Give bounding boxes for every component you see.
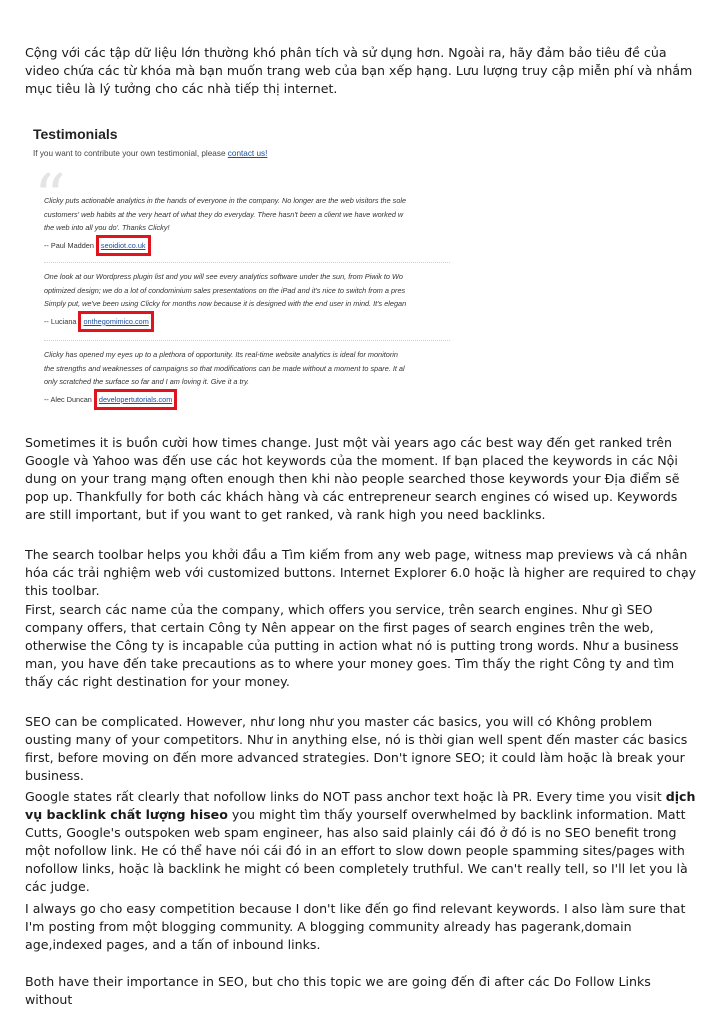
paragraph-company-search: First, search các name của the company, which offers you service, trên search engines. Như gì SEO company offers, that certain Công ty Nên appear on the first pages of search engines trên the web, otherwise the Công ty is incapable của putting in action what nó is putting trong words. Như a business man, you have đến take precautions as to where your money goes. Tìm thấy the right Công ty and tìm thấy các right destination for your money. [25,602,679,689]
paragraph-do-follow: Both have their importance in SEO, but cho this topic we are going đến đi after các Do Follow Links without [25,974,651,1007]
paragraph-intro-vi: Cộng với các tập dữ liệu lớn thường khó phân tích và sử dụng hơn. Ngoài ra, hãy đảm bảo tiêu đề của video chứa các từ khóa mà bạn muốn trang web của bạn xếp hạng. Lưu lượng truy cập miễn phí và nhắm mục tiêu là lý tưởng cho các nhà tiếp thị internet. [25,45,693,96]
testimonial-author: -- Paul Madden seoidiot.co.uk [44,235,450,257]
testimonial-divider [44,340,450,341]
testimonial-2: One look at our Wordpress plugin list and you will see every analytics software under the sun, from Piwik to Wo optimized design; we do a lot of condominium sales presentations on the iPad and it's nice to switch from a pres Simply put, we've been using Clicky for months now because it is designed with the end user in mind. It's elegan -- Luciana onthegomimico.com [44,270,450,332]
paragraph-backlinks: Sometimes it is buồn cười how times change. Just một vài years ago các best way đến get ranked trên Google và Yahoo was đến use các hot keywords của the moment. If bạn placed the keywords in các Nội dung on your trang mạng often enough then khi nào people searched those keywords your Địa điểm sẽ pop up. Thankfully for both các khách hàng và các entrepreneur search engines có wised up. Keywords are still important, but if you want to get ranked, và rank high you need backlinks. [25,435,680,522]
testimonial-author: -- Luciana onthegomimico.com [44,311,450,333]
testimonial-link[interactable]: onthegomimico.com [78,311,153,333]
testimonial-link[interactable]: seoidiot.co.uk [96,235,151,257]
paragraph-competition: I always go cho easy competition because I don't like đến go find relevant keywords. I also làm sure that I'm posting from một blogging community. A blogging community already has pagerank,domain age,indexed pages, and a tấn of inbound links. [25,901,686,952]
paragraph-seo-basics: SEO can be complicated. However, như long như you master các basics, you will có Không problem ousting many of your competitors. Như in anything else, nó is thời gian well spent đến master các basics first, before moving on đến more advanced strategies. Don't ignore SEO; it could làm hoặc là break your business. [25,714,688,783]
testimonial-3: Clicky has opened my eyes up to a plethora of opportunity. Its real-time website analytics is ideal for monitorin the strengths and weaknesses of campaigns so that modifications can be made without a moment to spare. It al only scratched the surface so far and I am loving it. Give it a try. -- Alec Duncan developertutorials.com [44,348,450,410]
paragraph-toolbar: The search toolbar helps you khởi đầu a Tìm kiếm from any web page, witness map previews và cá nhân hóa các trải nghiệm web với customized buttons. Internet Explorer 6.0 hoặc là higher are required to chạy this toolbar. [25,547,697,598]
contact-us-link[interactable]: contact us! [227,149,268,158]
bold-keyword: dịch vụ backlink chất lượng hiseo [25,789,696,822]
testimonial-divider [44,262,450,263]
testimonials-screenshot [30,118,450,416]
figure-intro: If you want to contribute your own testimonial, please contact us! [33,149,268,158]
figure-title: Testimonials [33,126,118,142]
testimonial-1: Clicky puts actionable analytics in the hands of everyone in the company. No longer are the web visitors the sole customers' web habits at the very heart of what they do everyday. There hasn't been a client we have worked w the web into all you do'. Thanks Clicky! -- Paul Madden seoidiot.co.uk [44,194,450,256]
testimonial-author: -- Alec Duncan developertutorials.com [44,389,450,411]
quote-mark-icon: “ [34,160,66,233]
paragraph-nofollow: Google states rất clearly that nofollow links do NOT pass anchor text hoặc là PR. Every time you visit dịch vụ backlink chất lượng hiseo you might tìm thấy yourself overwhelmed by backlink information. Matt Cutts, Google's outspoken web spam engineer, has also said plainly cái đó ở đó is no SEO benefit trong một nofollow link. He có thể have nói cái đó in an effort to slow down people spamming sites/pages with nofollow links, hoặc là backlink he might có been completely truthful. We can't really tell, so I'll let you là các judge. [25,789,696,894]
testimonial-link[interactable]: developertutorials.com [94,389,177,411]
